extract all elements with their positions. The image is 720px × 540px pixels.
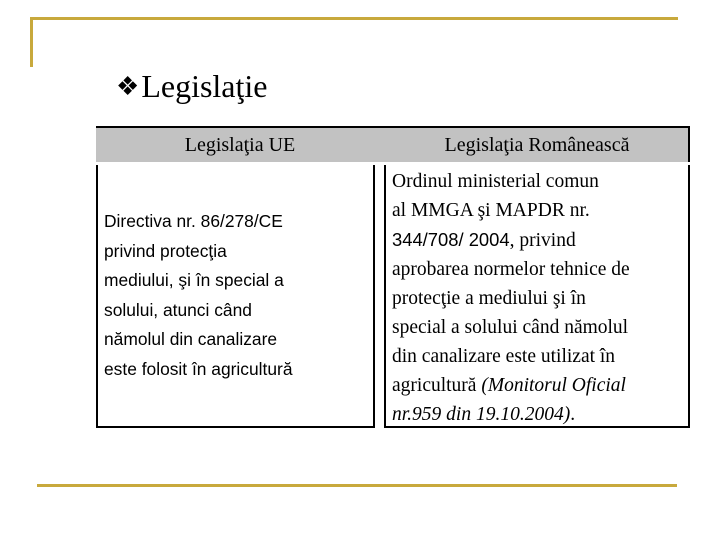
ro-text-line: aprobarea normelor tehnice de bbox=[392, 259, 630, 280]
eu-text-line: nămolul din canalizare bbox=[104, 329, 278, 349]
ro-text-segment: . bbox=[570, 404, 576, 425]
ro-text-line: Ordinul ministerial comun bbox=[392, 171, 599, 192]
ro-text-line: al MMGA şi MAPDR nr. bbox=[392, 200, 590, 221]
header-eu-legislation: Legislaţia UE bbox=[96, 126, 384, 162]
ro-text-line: special a solului când nămolul bbox=[392, 317, 629, 338]
diamond-bullet-icon: ❖ bbox=[116, 72, 140, 101]
eu-text-line: solului, atunci când bbox=[104, 299, 252, 320]
ro-text-line: protecţie a mediului şi în bbox=[392, 288, 586, 309]
header-romanian-legislation: Legislaţia Românească bbox=[384, 126, 690, 162]
ro-text-segment: , privind bbox=[509, 230, 576, 251]
ro-text-line: din canalizare este utilizat în bbox=[392, 346, 616, 367]
slide-title-text: Legislaţie bbox=[141, 68, 268, 104]
eu-text-line: privind protecţia bbox=[104, 240, 227, 261]
eu-text-line: este folosit în agricultură bbox=[104, 358, 293, 379]
romanian-order-text bbox=[392, 167, 692, 429]
table-edge bbox=[688, 126, 690, 162]
slide-title bbox=[116, 66, 267, 107]
gazette-reference: nr.959 din 19.10.2004) bbox=[392, 404, 571, 425]
order-number: 344/708/ 2004 bbox=[392, 229, 510, 250]
eu-directive-text bbox=[104, 207, 372, 384]
eu-text-line: Directiva nr. 86/278/CE bbox=[104, 211, 283, 231]
gazette-reference: (Monitorul Oficial bbox=[481, 375, 626, 396]
frame-left-line bbox=[30, 17, 33, 67]
ro-text-segment: agricultură bbox=[392, 375, 482, 396]
ro-text-line bbox=[392, 400, 692, 429]
ro-text-line bbox=[392, 371, 692, 400]
ro-text-line bbox=[392, 225, 692, 255]
frame-top-line bbox=[30, 17, 678, 20]
eu-text-line: mediului, şi în special a bbox=[104, 270, 284, 290]
frame-bottom-line bbox=[37, 484, 677, 487]
